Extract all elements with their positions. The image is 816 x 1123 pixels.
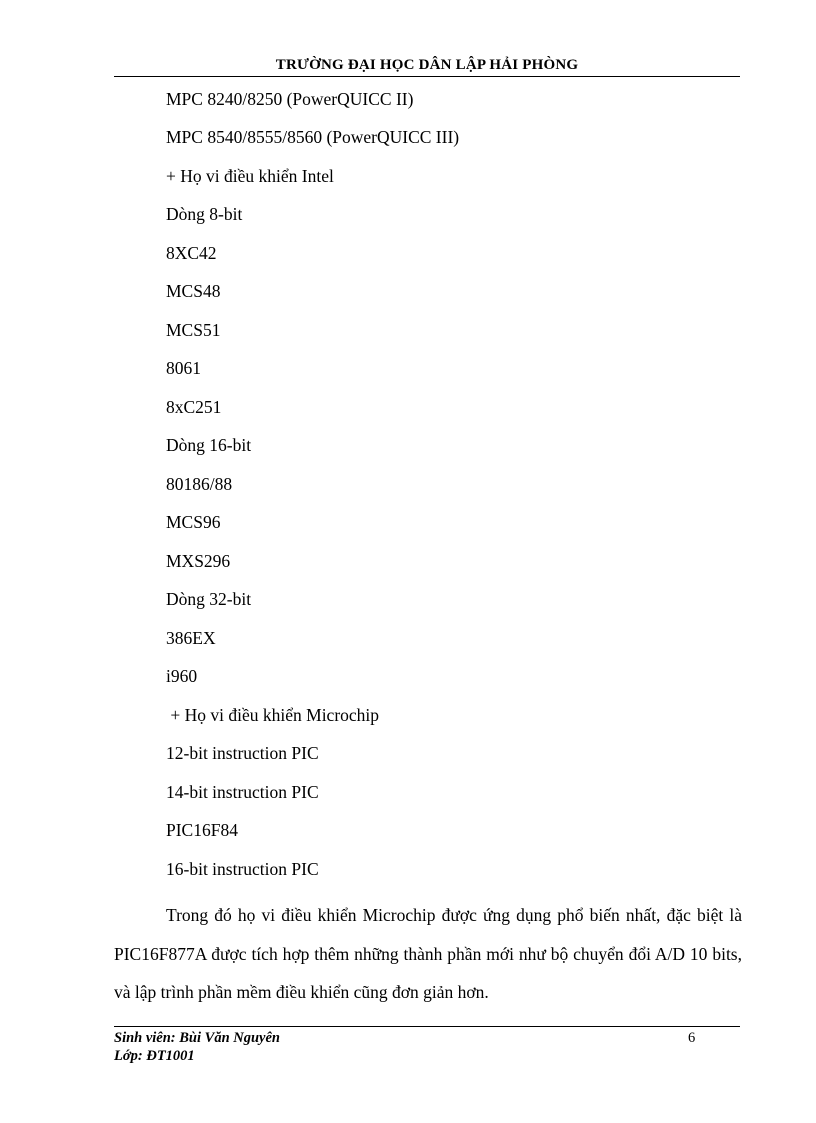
list-line: 14-bit instruction PIC — [166, 782, 319, 802]
list-line: + Họ vi điều khiển Microchip — [166, 705, 380, 725]
list-line: MXS296 — [166, 551, 231, 571]
list-line: MCS51 — [166, 320, 221, 340]
body-paragraph: Trong đó họ vi điều khiển Microchip được ứng dụng phổ biến nhất, đặc biệt là PIC16F877A được tích hợp thêm những thành phần mới như bộ chuyển đổi A/D 10 bits, và lập trình phần mềm điều khiển cũng đơn giản hơn. — [114, 905, 742, 1002]
footer-divider — [114, 1026, 740, 1027]
list-line: MCS48 — [166, 281, 221, 301]
list-line: PIC16F84 — [166, 820, 238, 840]
list-line: 8061 — [166, 358, 201, 378]
list-line: Dòng 8-bit — [166, 204, 243, 224]
footer-class-name: Lớp: ĐT1001 — [114, 1048, 195, 1064]
list-line: i960 — [166, 666, 198, 686]
page-header-title: TRƯỜNG ĐẠI HỌC DÂN LẬP HẢI PHÒNG — [275, 57, 579, 73]
list-line: MPC 8240/8250 (PowerQUICC II) — [166, 89, 414, 109]
list-line: 80186/88 — [166, 474, 233, 494]
list-line: 16-bit instruction PIC — [166, 859, 319, 879]
page-number: 6 — [688, 1030, 696, 1046]
list-line: Dòng 16-bit — [166, 435, 252, 455]
list-line: MPC 8540/8555/8560 (PowerQUICC III) — [166, 127, 460, 147]
footer-student-name: Sinh viên: Bùi Văn Nguyên — [114, 1030, 280, 1046]
list-line: MCS96 — [166, 512, 221, 532]
list-line: 8XC42 — [166, 243, 217, 263]
list-line: 8xC251 — [166, 397, 222, 417]
list-line: 12-bit instruction PIC — [166, 743, 319, 763]
list-line: + Họ vi điều khiển Intel — [166, 166, 334, 186]
list-line: Dòng 32-bit — [166, 589, 252, 609]
header-divider — [114, 76, 740, 77]
list-line: 386EX — [166, 628, 216, 648]
